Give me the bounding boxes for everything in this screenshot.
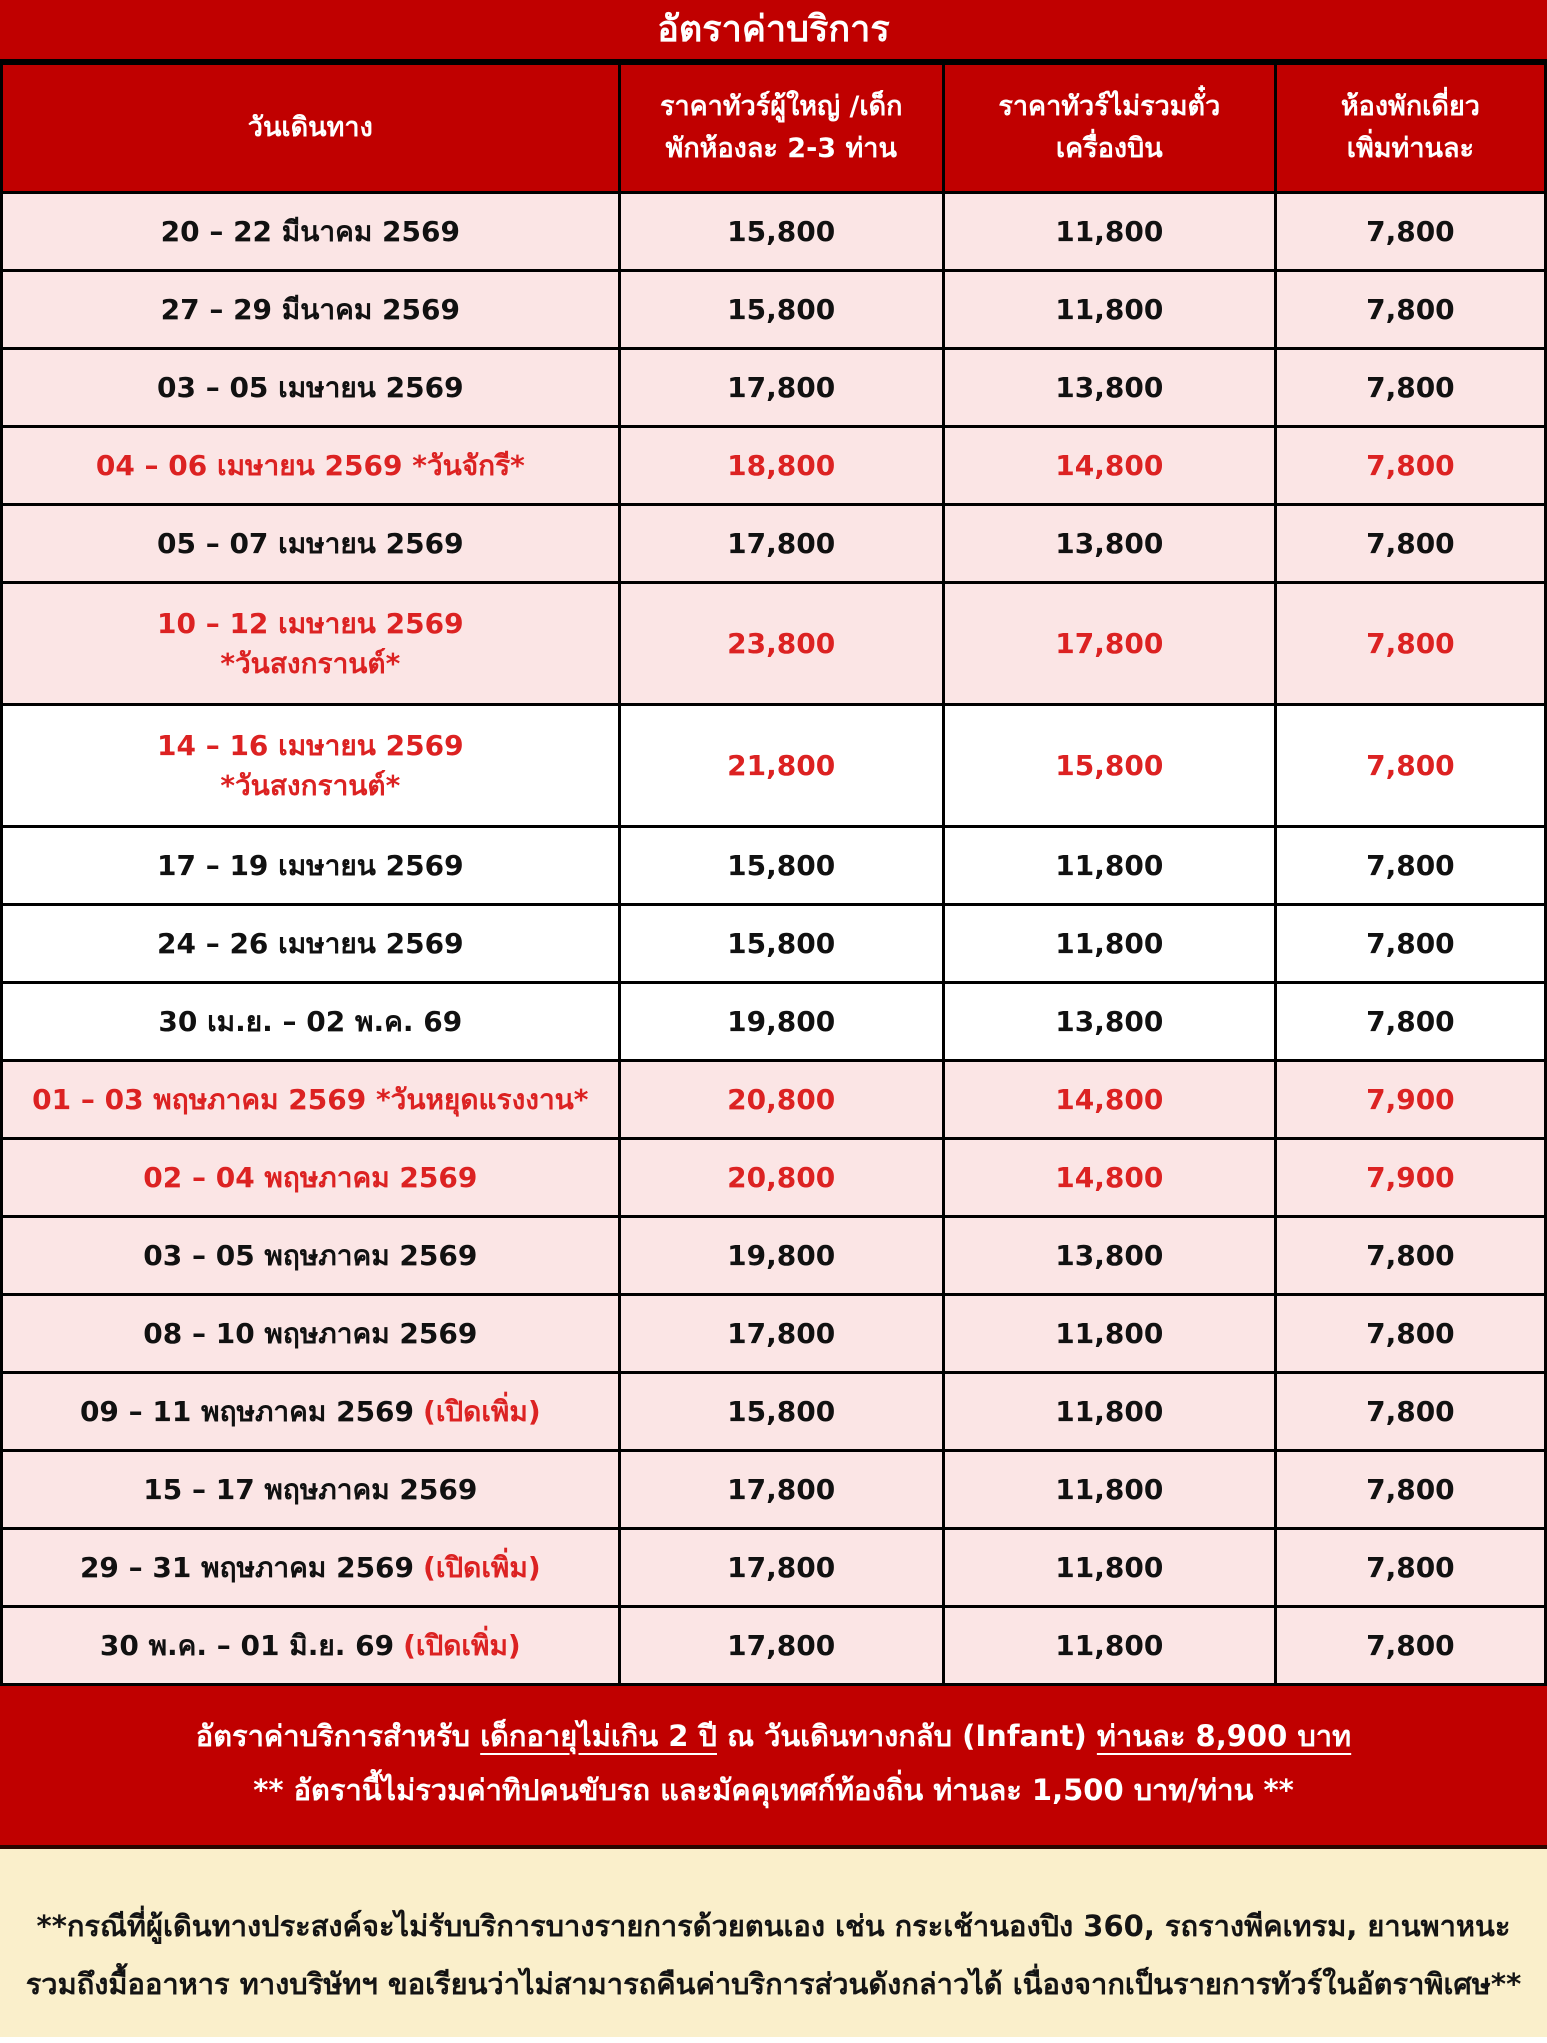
no-flight-price-cell: 14,800 [943,427,1275,505]
single-room-supplement-cell: 7,800 [1275,193,1545,271]
table-row [2,827,1546,905]
table-row [2,583,1546,705]
table-row [2,1217,1546,1295]
adult-child-price-cell: 21,800 [619,705,943,827]
travel-date-cell [2,705,620,827]
no-flight-price-cell: 11,800 [943,1607,1275,1685]
condition-line-1: **กรณีที่ผู้เดินทางประสงค์จะไม่รับบริการบางรายการด้วยตนเอง เช่น กระเช้านองปิง 360, รถรางพีคเทรม, ยานพาหนะ [36,1909,1511,1943]
travel-date-cell [2,1139,620,1217]
no-flight-price-cell: 11,800 [943,193,1275,271]
travel-date-text: 03 – 05 พฤษภาคม 2569 [143,1238,478,1272]
travel-date-cell [2,505,620,583]
holiday-tag: *วันสงกรานต์* [220,768,401,802]
extra-departure-tag: (เปิดเพิ่ม) [423,1394,541,1428]
col-header-travel-date-label: วันเดินทาง [247,112,373,144]
travel-date-cell [2,983,620,1061]
table-row [2,427,1546,505]
table-row [2,1451,1546,1529]
tip-rate-line: ** อัตรานี้ไม่รวมค่าทิปคนขับรถ และมัคคุเทศก์ท้องถิ่น ท่านละ 1,500 บาท/ท่าน ** [253,1772,1294,1807]
travel-date-text: 15 – 17 พฤษภาคม 2569 [143,1472,478,1506]
travel-date-text: 09 – 11 พฤษภาคม 2569 [79,1394,415,1428]
page-title: อัตราค่าบริการ [0,0,1547,62]
extra-departure-tag: (เปิดเพิ่ม) [403,1628,521,1662]
no-flight-price-cell: 13,800 [943,1217,1275,1295]
travel-date-cell [2,349,620,427]
col-header-no-flight-price [943,64,1275,193]
single-room-supplement-cell: 7,800 [1275,1373,1545,1451]
single-room-supplement-cell: 7,800 [1275,1451,1545,1529]
no-flight-price-cell: 11,800 [943,827,1275,905]
travel-date-text: 10 – 12 เมษายน 2569 [156,607,464,641]
single-room-supplement-cell: 7,900 [1275,1061,1545,1139]
col-header-travel-date [2,64,620,193]
travel-date-text: 27 – 29 มีนาคม 2569 [160,292,460,326]
travel-date-cell [2,1607,620,1685]
adult-child-price-cell: 15,800 [619,193,943,271]
single-room-supplement-cell: 7,800 [1275,427,1545,505]
travel-date-cell [2,193,620,271]
infant-and-tip-note [0,1686,1547,1849]
single-room-supplement-cell: 7,800 [1275,1295,1545,1373]
travel-date-cell [2,1295,620,1373]
adult-child-price-cell: 23,800 [619,583,943,705]
table-row [2,505,1546,583]
col-header-adult-child-price [619,64,943,193]
no-flight-price-cell: 13,800 [943,983,1275,1061]
travel-date-text: 30 เม.ย. – 02 พ.ค. 69 [158,1004,463,1038]
table-row [2,1061,1546,1139]
single-room-supplement-cell: 7,800 [1275,983,1545,1061]
adult-child-price-cell: 15,800 [619,1373,943,1451]
adult-child-price-cell: 15,800 [619,905,943,983]
adult-child-price-cell: 19,800 [619,983,943,1061]
no-flight-price-cell: 14,800 [943,1139,1275,1217]
no-flight-price-cell: 17,800 [943,583,1275,705]
table-row [2,1607,1546,1685]
travel-date-text: 29 – 31 พฤษภาคม 2569 [79,1550,415,1584]
travel-date-cell [2,1061,620,1139]
table-row [2,983,1546,1061]
travel-date-text: 14 – 16 เมษายน 2569 [156,729,464,763]
travel-date-text: 08 – 10 พฤษภาคม 2569 [143,1316,478,1350]
table-row [2,271,1546,349]
extra-departure-tag: (เปิดเพิ่ม) [423,1550,541,1584]
adult-child-price-cell: 17,800 [619,1607,943,1685]
no-flight-price-cell: 11,800 [943,1295,1275,1373]
travel-date-text: 24 – 26 เมษายน 2569 [156,926,464,960]
single-room-supplement-cell: 7,800 [1275,271,1545,349]
single-room-supplement-cell: 7,800 [1275,583,1545,705]
infant-age-underlined: เด็กอายุไม่เกิน 2 ปี [480,1719,717,1753]
header-row [2,64,1546,193]
no-flight-header-line2: เครื่องบิน [1055,133,1163,164]
infant-rate-line: อัตราค่าบริการสำหรับ เด็กอายุไม่เกิน 2 ปี ณ วันเดินทางกลับ (Infant) ท่านละ 8,900 บาท [195,1719,1352,1753]
adult-child-price-cell: 17,800 [619,349,943,427]
single-room-supplement-cell: 7,800 [1275,905,1545,983]
adult-child-price-cell: 20,800 [619,1061,943,1139]
adult-child-price-cell: 17,800 [619,1295,943,1373]
travel-date-text: 17 – 19 เมษายน 2569 [156,848,464,882]
no-flight-price-cell: 15,800 [943,705,1275,827]
single-room-supplement-cell: 7,800 [1275,349,1545,427]
adult-child-price-cell: 17,800 [619,1451,943,1529]
no-flight-price-cell: 11,800 [943,1529,1275,1607]
travel-date-cell [2,583,620,705]
adult-child-price-cell: 17,800 [619,1529,943,1607]
no-flight-price-cell: 13,800 [943,349,1275,427]
single-room-supplement-cell: 7,800 [1275,1217,1545,1295]
col-header-single-room [1275,64,1545,193]
holiday-tag: *วันสงกรานต์* [220,646,401,680]
no-flight-price-cell: 11,800 [943,1373,1275,1451]
travel-date-text: 05 – 07 เมษายน 2569 [156,526,464,560]
travel-date-cell [2,827,620,905]
single-room-supplement-cell: 7,800 [1275,1529,1545,1607]
condition-line-2: รวมถึงมื้ออาหาร ทางบริษัทฯ ขอเรียนว่าไม่สามารถคืนค่าบริการส่วนดังกล่าวได้ เนื่องจากเป็นรายการทัวร์ในอัตราพิเศษ** [25,1967,1522,2001]
single-room-header-line1: ห้องพักเดี่ยว [1340,91,1480,123]
adult-child-price-cell: 18,800 [619,427,943,505]
travel-date-text: 01 – 03 พฤษภาคม 2569 *วันหยุดแรงงาน* [32,1082,589,1116]
travel-date-cell [2,905,620,983]
table-row [2,705,1546,827]
adult-price-header-line1: ราคาทัวร์ผู้ใหญ่ /เด็ก [659,91,903,123]
travel-date-cell [2,1373,620,1451]
single-room-supplement-cell: 7,800 [1275,1607,1545,1685]
travel-date-cell [2,271,620,349]
special-condition-note [0,1849,1547,2037]
adult-child-price-cell: 15,800 [619,271,943,349]
travel-date-cell [2,427,620,505]
travel-date-text: 30 พ.ค. – 01 มิ.ย. 69 [99,1628,395,1662]
travel-date-cell [2,1451,620,1529]
travel-date-text: 04 – 06 เมษายน 2569 *วันจักรี* [95,448,525,482]
table-row [2,1295,1546,1373]
travel-date-text: 03 – 05 เมษายน 2569 [156,370,464,404]
infant-price-underlined: ท่านละ 8,900 บาท [1096,1719,1352,1753]
no-flight-header-line1: ราคาทัวร์ไม่รวมตั๋ว [998,91,1221,123]
table-row [2,349,1546,427]
rate-table-body [2,193,1546,1685]
travel-date-text: 20 – 22 มีนาคม 2569 [160,214,460,248]
table-row [2,193,1546,271]
adult-price-header-line2: พักห้องละ 2-3 ท่าน [665,133,897,164]
adult-child-price-cell: 17,800 [619,505,943,583]
travel-date-cell [2,1217,620,1295]
no-flight-price-cell: 14,800 [943,1061,1275,1139]
adult-child-price-cell: 15,800 [619,827,943,905]
travel-date-text: 02 – 04 พฤษภาคม 2569 [143,1160,478,1194]
table-row [2,1529,1546,1607]
rate-table [0,62,1547,1686]
no-flight-price-cell: 11,800 [943,1451,1275,1529]
adult-child-price-cell: 19,800 [619,1217,943,1295]
table-row [2,1139,1546,1217]
single-room-supplement-cell: 7,800 [1275,827,1545,905]
no-flight-price-cell: 13,800 [943,505,1275,583]
table-row [2,1373,1546,1451]
single-room-supplement-cell: 7,800 [1275,505,1545,583]
single-room-supplement-cell: 7,800 [1275,705,1545,827]
no-flight-price-cell: 11,800 [943,905,1275,983]
adult-child-price-cell: 20,800 [619,1139,943,1217]
no-flight-price-cell: 11,800 [943,271,1275,349]
travel-date-cell [2,1529,620,1607]
table-row [2,905,1546,983]
single-room-supplement-cell: 7,900 [1275,1139,1545,1217]
single-room-header-line2: เพิ่มท่านละ [1346,133,1475,164]
